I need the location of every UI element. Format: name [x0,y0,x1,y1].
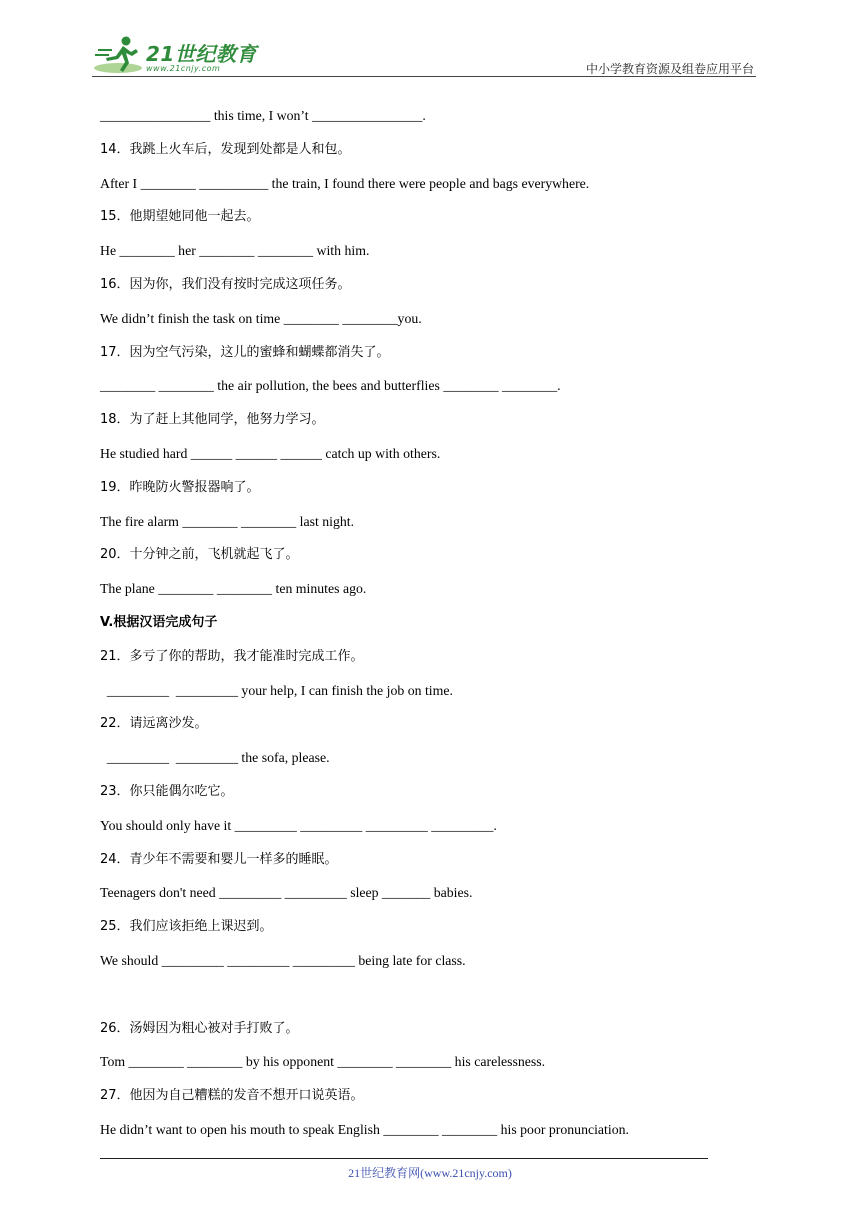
answer-sentence: After I ________ __________ the train, I found there were people and bags everywhere. [100,175,590,191]
question-prompt: 17．因为空气污染，这儿的蜜蜂和蝴蝶都消失了。 [100,344,390,360]
runner-logo-icon [92,34,148,76]
page-header [92,30,756,80]
answer-sentence: Teenagers don't need _________ _________ sleep _______ babies. [100,885,473,901]
question-prompt: 22．请远离沙发。 [100,716,208,732]
answer-sentence: The fire alarm ________ ________ last night. [100,513,355,529]
section-heading: V.根据汉语完成句子 [100,614,218,630]
header-platform-text: 中小学教育资源及组卷应用平台 [585,62,754,76]
question-prompt: 21．多亏了你的帮助，我才能准时完成工作。 [100,648,364,664]
logo-wordmark: 21世纪教育 [146,42,257,66]
header-divider [92,76,756,77]
answer-sentence: _________ _________ the sofa, please. [100,750,330,766]
answer-sentence: You should only have it _________ _________ _________ _________. [100,817,497,833]
answer-sentence: We didn’t finish the task on time ________ ________you. [100,310,422,326]
page-footer: 21世纪教育网(www.21cnjy.com) [348,1166,512,1180]
worksheet-body [100,104,720,1152]
footer-divider [100,1158,708,1159]
question-prompt: 20．十分钟之前，飞机就起飞了。 [100,547,299,563]
question-prompt: 19．昨晚防火警报器响了。 [100,479,260,495]
answer-sentence: He studied hard ______ ______ ______ catch up with others. [100,445,441,461]
question-prompt: 23．你只能偶尔吃它。 [100,783,234,799]
question-prompt: 27．他因为自己糟糕的发音不想开口说英语。 [100,1088,364,1104]
question-prompt: 25．我们应该拒绝上课迟到。 [100,919,273,935]
answer-sentence: The plane ________ ________ ten minutes ago. [100,581,367,597]
answer-sentence: _________ _________ your help, I can finish the job on time. [100,682,453,698]
answer-sentence: Tom ________ ________ by his opponent ________ ________ his carelessness. [100,1054,546,1070]
question-prompt: 15．他期望她同他一起去。 [100,209,260,225]
answer-sentence: He didn’t want to open his mouth to speak English ________ ________ his poor pronunciation. [100,1121,629,1137]
logo-url: www.21cnjy.com [146,64,221,73]
question-prompt: 24．青少年不需要和婴儿一样多的睡眠。 [100,851,338,867]
answer-sentence: We should _________ _________ _________ being late for class. [100,952,466,968]
question-prompt: 14．我跳上火车后，发现到处都是人和包。 [100,141,351,157]
answer-sentence: ________________ this time, I won’t ________________. [100,108,426,123]
site-logo [92,34,262,76]
answer-sentence: He ________ her ________ ________ with him. [100,243,370,259]
question-prompt: 26．汤姆因为粗心被对手打败了。 [100,1020,299,1036]
question-prompt: 16．因为你，我们没有按时完成这项任务。 [100,276,351,292]
question-prompt: 18．为了赶上其他同学，他努力学习。 [100,412,325,428]
blank-spacer [100,983,720,1017]
answer-sentence: ________ ________ the air pollution, the bees and butterflies ________ ________. [100,378,561,394]
